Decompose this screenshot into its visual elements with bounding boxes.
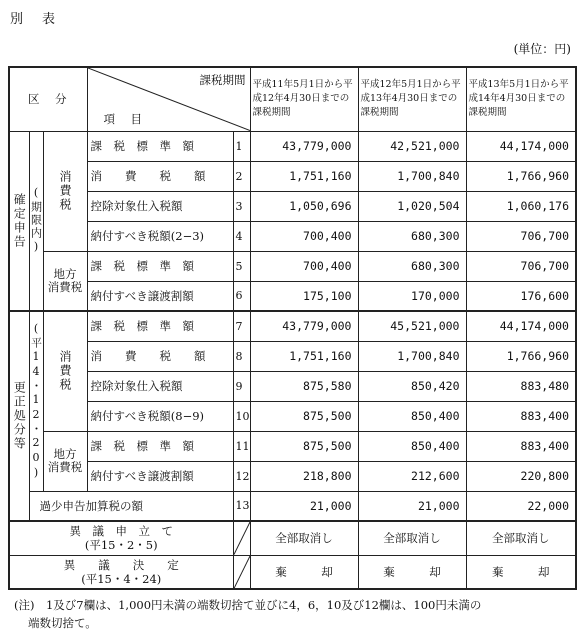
header-kubun: 区 分 [9,67,87,131]
row-no: 13 [233,491,250,521]
cell-value: 220,800 [466,461,576,491]
cell-value: 875,580 [250,371,358,401]
row-no: 3 [233,191,250,221]
cell-value: 706,700 [466,221,576,251]
group-kakutei: 確定申告 [9,131,29,311]
row-label: 納付すべき譲渡割額 [87,281,233,311]
cell-value: 1,700,840 [358,161,466,191]
group-kakutei-sub: (期限内) [29,131,43,311]
row-label: 納付すべき譲渡割額 [87,461,233,491]
cell-value: 212,600 [358,461,466,491]
igi-moshitate-result: 全部取消し [358,521,466,555]
cell-value: 175,100 [250,281,358,311]
igi-moshitate-result: 全部取消し [466,521,576,555]
cell-value: 1,766,960 [466,341,576,371]
cell-value: 21,000 [358,491,466,521]
header-kazei-kikan: 課税期間 [199,73,246,87]
row-label: 消 費 税 額 [87,341,233,371]
group-kosei: 更正処分等 [9,311,29,521]
group-shohi-1: 消費税 [43,131,87,251]
igi-kettei-diag [233,555,250,589]
cell-value: 850,420 [358,371,466,401]
row-label: 課 税 標 準 額 [87,431,233,461]
row-no: 10 [233,401,250,431]
cell-value: 21,000 [250,491,358,521]
cell-value: 883,400 [466,401,576,431]
cell-value: 850,400 [358,431,466,461]
cell-value: 850,400 [358,401,466,431]
header-period-3: 平成13年5月1日から平成14年4月30日までの課税期間 [466,67,576,131]
footnote-line-1: (注) 1及び7欄は、1,000円未満の端数切捨て並びに4，6，10及び12欄は、100円未満の [14,598,482,612]
cell-value: 1,766,960 [466,161,576,191]
cell-value: 1,751,160 [250,161,358,191]
cell-value: 680,300 [358,251,466,281]
igi-moshitate-label: 異 議 申 立 て (平15・2・5) [9,521,233,555]
igi-kettei-result: 棄 却 [250,555,358,589]
row-no: 6 [233,281,250,311]
cell-value: 43,779,000 [250,131,358,161]
igi-kettei-result: 棄 却 [466,555,576,589]
row-label: 納付すべき税額(2−3) [87,221,233,251]
cell-value: 1,020,504 [358,191,466,221]
cell-value: 883,400 [466,431,576,461]
row-label: 控除対象仕入税額 [87,191,233,221]
cell-value: 875,500 [250,401,358,431]
igi-kettei-result: 棄 却 [358,555,466,589]
cell-value: 700,400 [250,251,358,281]
cell-value: 22,000 [466,491,576,521]
cell-value: 680,300 [358,221,466,251]
row-label: 過少申告加算税の額 [29,491,233,521]
footnote-line-2: 端数切捨て。 [28,616,97,630]
row-no: 11 [233,431,250,461]
header-period-1: 平成11年5月1日から平成12年4月30日までの課税期間 [250,67,358,131]
row-no: 4 [233,221,250,251]
row-no: 1 [233,131,250,161]
tax-table [8,66,577,590]
unit-label: (単位：円) [513,42,571,56]
cell-value: 1,050,696 [250,191,358,221]
igi-kettei-label: 異 議 決 定 (平15・4・24) [9,555,233,589]
group-chiho-1: 地方 消費税 [43,251,87,311]
row-no: 12 [233,461,250,491]
header-komoku: 項 目 [103,111,144,126]
group-kosei-sub: (平14・12・20) [29,311,43,491]
row-label: 控除対象仕入税額 [87,371,233,401]
row-no: 9 [233,371,250,401]
row-no: 2 [233,161,250,191]
header-period-2: 平成12年5月1日から平成13年4月30日までの課税期間 [358,67,466,131]
row-no: 8 [233,341,250,371]
cell-value: 1,700,840 [358,341,466,371]
row-no: 7 [233,311,250,341]
row-no: 5 [233,251,250,281]
cell-value: 45,521,000 [358,311,466,341]
row-label: 課 税 標 準 額 [87,131,233,161]
cell-value: 883,480 [466,371,576,401]
cell-value: 1,751,160 [250,341,358,371]
cell-value: 218,800 [250,461,358,491]
cell-value: 44,174,000 [466,131,576,161]
group-shohi-2: 消費税 [43,311,87,431]
group-chiho-2: 地方 消費税 [43,431,87,491]
cell-value: 176,600 [466,281,576,311]
row-label: 課 税 標 準 額 [87,311,233,341]
header-item-cell [87,67,250,131]
cell-value: 1,060,176 [466,191,576,221]
cell-value: 42,521,000 [358,131,466,161]
row-label: 課 税 標 準 額 [87,251,233,281]
cell-value: 43,779,000 [250,311,358,341]
row-label: 消 費 税 額 [87,161,233,191]
footnote [14,596,574,632]
cell-value: 44,174,000 [466,311,576,341]
igi-moshitate-diag [233,521,250,555]
igi-moshitate-result: 全部取消し [250,521,358,555]
document-title: 別 表 [10,12,59,27]
cell-value: 170,000 [358,281,466,311]
cell-value: 875,500 [250,431,358,461]
cell-value: 700,400 [250,221,358,251]
cell-value: 706,700 [466,251,576,281]
row-label: 納付すべき税額(8−9) [87,401,233,431]
